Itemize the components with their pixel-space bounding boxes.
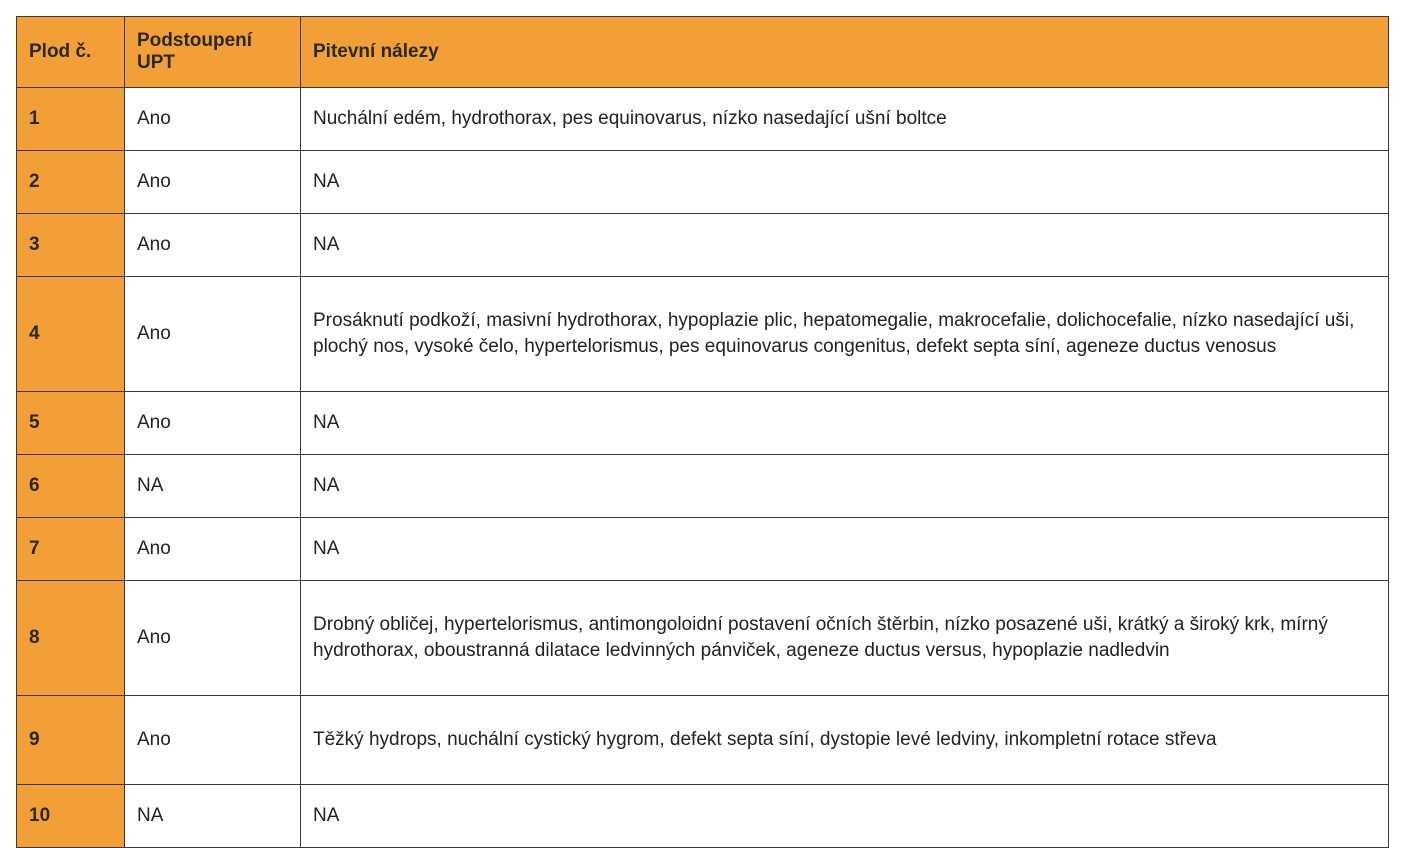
header-upt: Podstoupení UPT	[125, 17, 301, 88]
findings-cell: NA	[301, 785, 1389, 848]
fetus-number-cell: 5	[17, 392, 125, 455]
findings-cell: NA	[301, 392, 1389, 455]
header-autopsy-findings: Pitevní nálezy	[301, 17, 1389, 88]
table-row	[17, 581, 1389, 696]
upt-cell: Ano	[125, 581, 301, 696]
upt-cell: Ano	[125, 88, 301, 151]
table-row	[17, 392, 1389, 455]
table-header	[17, 17, 1389, 88]
findings-cell: NA	[301, 214, 1389, 277]
findings-cell: Drobný obličej, hypertelorismus, antimongoloidní postavení očních štěrbin, nízko posazené uši, krátký a široký krk, mírný hydrothorax, oboustranná dilatace ledvinných pánviček, ageneze ductus versus, hypoplazie nadledvin	[301, 581, 1389, 696]
upt-cell: NA	[125, 785, 301, 848]
table-row	[17, 455, 1389, 518]
table-row	[17, 785, 1389, 848]
fetus-number-cell: 7	[17, 518, 125, 581]
findings-cell: NA	[301, 151, 1389, 214]
findings-cell: Těžký hydrops, nuchální cystický hygrom, defekt septa síní, dystopie levé ledviny, inkompletní rotace střeva	[301, 696, 1389, 785]
fetus-number-cell: 8	[17, 581, 125, 696]
fetus-number-cell: 6	[17, 455, 125, 518]
fetus-number-cell: 2	[17, 151, 125, 214]
fetus-number-cell: 9	[17, 696, 125, 785]
findings-cell: Nuchální edém, hydrothorax, pes equinovarus, nízko nasedající ušní boltce	[301, 88, 1389, 151]
autopsy-findings-table	[16, 16, 1389, 848]
findings-cell: NA	[301, 518, 1389, 581]
upt-cell: Ano	[125, 518, 301, 581]
upt-cell: NA	[125, 455, 301, 518]
header-fetus-number: Plod č.	[17, 17, 125, 88]
table-row	[17, 277, 1389, 392]
upt-cell: Ano	[125, 277, 301, 392]
upt-cell: Ano	[125, 392, 301, 455]
fetus-number-cell: 10	[17, 785, 125, 848]
fetus-number-cell: 3	[17, 214, 125, 277]
table-row	[17, 151, 1389, 214]
table-row	[17, 518, 1389, 581]
fetus-number-cell: 1	[17, 88, 125, 151]
table-body	[17, 88, 1389, 848]
header-row	[17, 17, 1389, 88]
findings-cell: Prosáknutí podkoží, masivní hydrothorax, hypoplazie plic, hepatomegalie, makrocefalie, dolichocefalie, nízko nasedající uši, plochý nos, vysoké čelo, hypertelorismus, pes equinovarus congenitus, defekt septa síní, ageneze ductus venosus	[301, 277, 1389, 392]
upt-cell: Ano	[125, 696, 301, 785]
table-row	[17, 214, 1389, 277]
fetus-number-cell: 4	[17, 277, 125, 392]
upt-cell: Ano	[125, 214, 301, 277]
findings-cell: NA	[301, 455, 1389, 518]
table-row	[17, 696, 1389, 785]
table-row	[17, 88, 1389, 151]
upt-cell: Ano	[125, 151, 301, 214]
